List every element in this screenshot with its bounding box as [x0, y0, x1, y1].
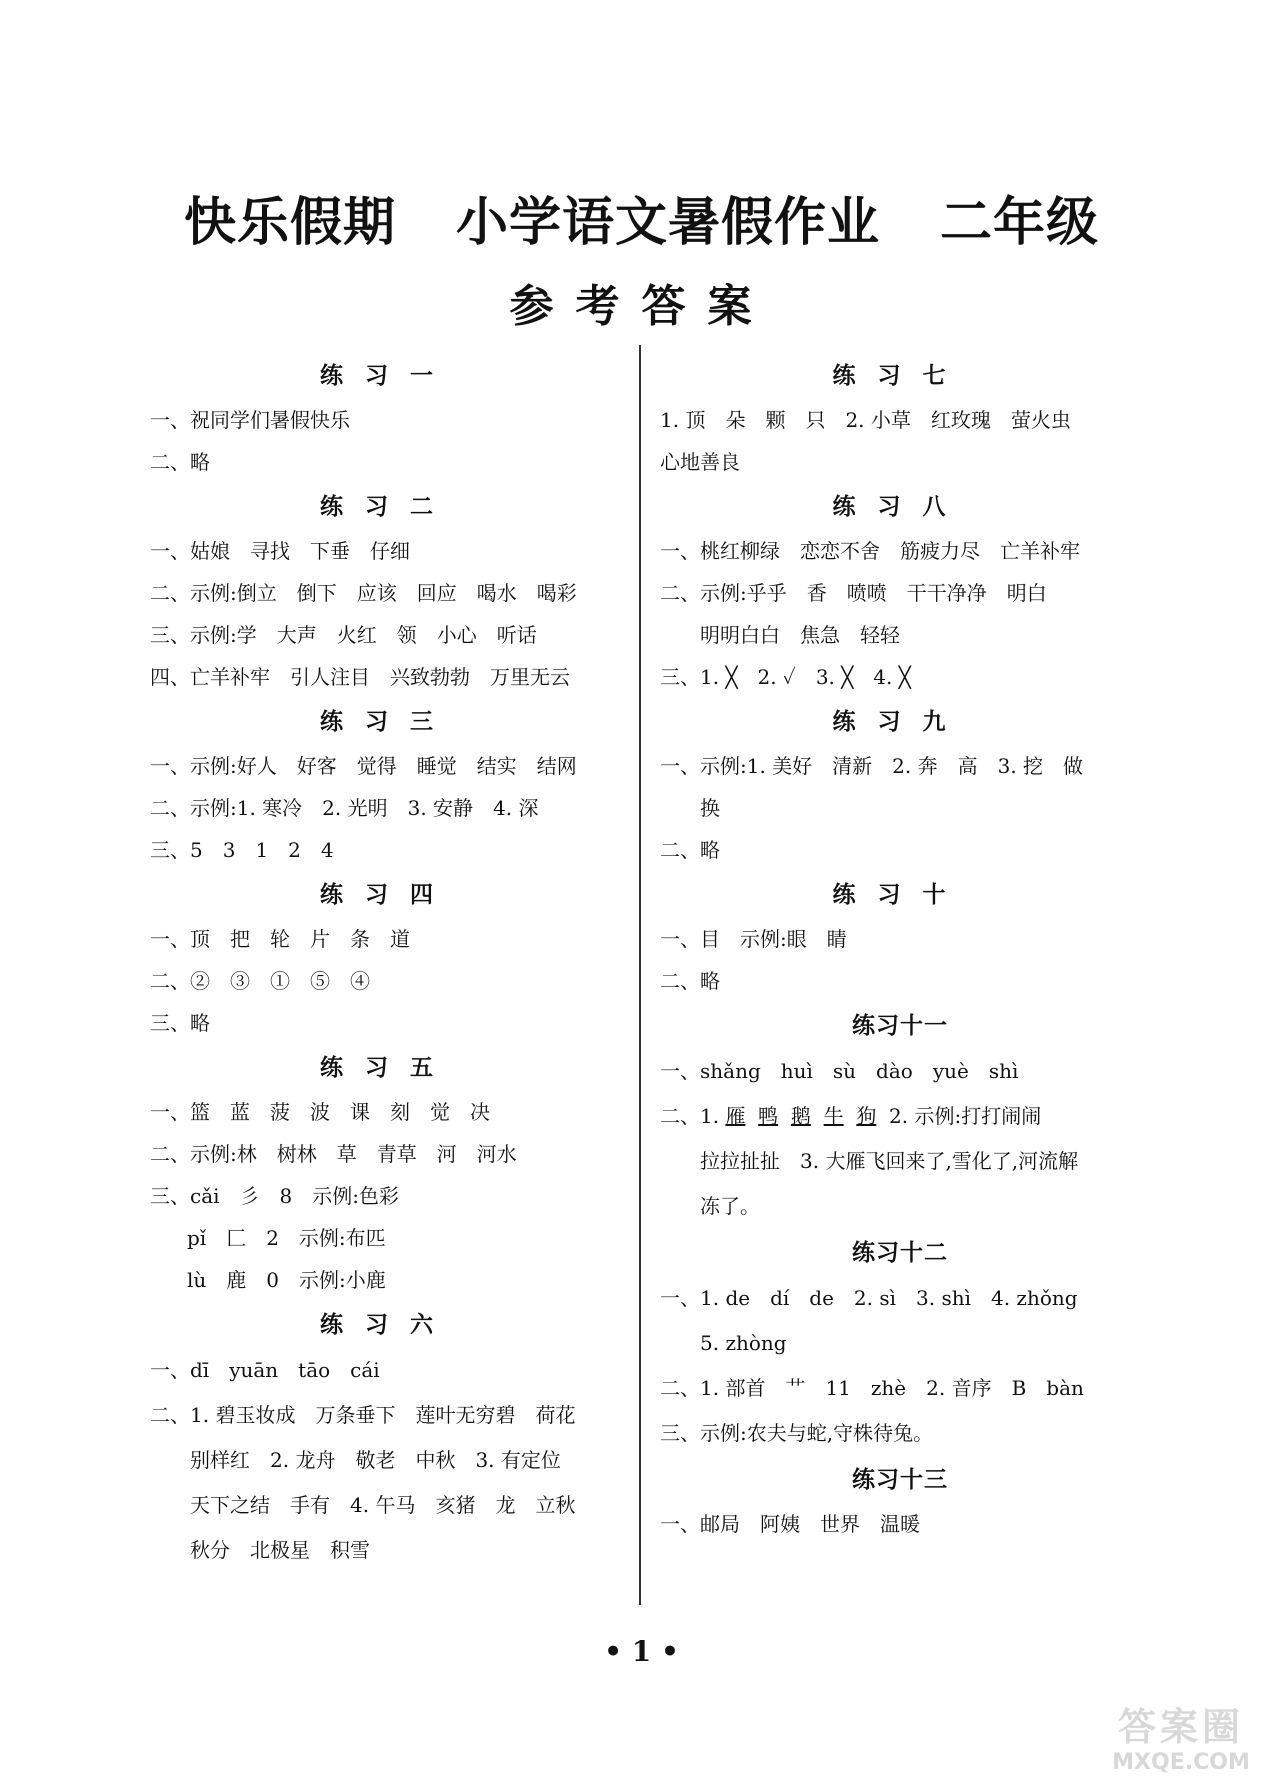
section-title: 练习十二	[852, 1239, 948, 1266]
answer-line	[660, 1094, 1140, 1139]
answer-line: 明明白白 焦急 轻轻	[700, 623, 900, 647]
answer-suffix: 2. 示例:打打闹闹	[889, 1104, 1042, 1128]
answer-line: 三、示例:学 大声 火红 领 小心 听话	[150, 623, 537, 647]
watermark-text: 答案圈	[1117, 1705, 1244, 1749]
section-title: 练习十	[832, 881, 968, 908]
answer-line: 一、桃红柳绿 恋恋不舍 筋疲力尽 亡羊补牢	[660, 539, 1080, 563]
answer-line: 二、示例:1. 寒冷 2. 光明 3. 安静 4. 深	[150, 796, 539, 820]
page-subtitle: 参考答案	[509, 281, 774, 332]
answer-line: 拉拉扯扯 3. 大雁飞回来了,雪化了,河流解	[700, 1149, 1079, 1173]
answer-line: 换	[700, 796, 720, 820]
answer-line: 一、篮 蓝 菠 波 课 刻 觉 决	[150, 1100, 490, 1124]
answer-line: 二、② ③ ① ⑤ ④	[150, 969, 370, 993]
section-title: 练习四	[320, 881, 455, 908]
section-title: 练习十一	[852, 1012, 948, 1039]
section-title: 练习八	[832, 493, 968, 520]
right-column	[660, 352, 1140, 1545]
answer-line: lù 鹿 0 示例:小鹿	[187, 1268, 386, 1292]
answer-line: 心地善良	[660, 450, 740, 474]
answer-line: 二、略	[660, 838, 720, 862]
column-divider	[639, 345, 641, 1605]
answer-line: 一、示例:好人 好客 觉得 睡觉 结实 结网	[150, 754, 577, 778]
title-part-1: 快乐假期	[183, 192, 396, 253]
answer-line: 四、亡羊补牢 引人注目 兴致勃勃 万里无云	[150, 665, 570, 689]
answer-line: 一、目 示例:眼 睛	[660, 927, 847, 951]
answer-line: 秋分 北极星 积雪	[190, 1538, 370, 1562]
underlined-char: 狗	[856, 1104, 877, 1128]
page-title	[0, 180, 1283, 255]
answer-line: 一、祝同学们暑假快乐	[150, 408, 350, 432]
answer-line: 别样红 2. 龙舟 敬老 中秋 3. 有定位	[190, 1448, 561, 1472]
answer-line: 一、顶 把 轮 片 条 道	[150, 927, 410, 951]
answer-line: 一、dī yuān tāo cái	[150, 1358, 380, 1382]
underlined-char: 雁	[725, 1104, 746, 1128]
answer-line: 二、1. 部首 艹 11 zhè 2. 音序 B bàn	[660, 1376, 1084, 1400]
underlined-char: 牛	[823, 1104, 844, 1128]
title-part-2: 小学语文暑假作业	[455, 192, 880, 253]
underlined-char: 鹅	[790, 1104, 811, 1128]
answer-line: 一、示例:1. 美好 清新 2. 奔 高 3. 挖 做	[660, 754, 1084, 778]
section-title: 练习二	[320, 493, 455, 520]
answer-line: 三、5 3 1 2 4	[150, 838, 334, 862]
answer-line: 一、邮局 阿姨 世界 温暖	[660, 1512, 920, 1536]
answer-line: 二、示例:林 树林 草 青草 河 河水	[150, 1142, 517, 1166]
page-number: • 1 •	[604, 1635, 679, 1668]
section-title: 练习一	[320, 362, 455, 389]
answer-line: 冻了。	[700, 1194, 760, 1218]
answer-line: 一、姑娘 寻找 下垂 仔细	[150, 539, 410, 563]
answer-line: 一、shǎng huì sù dào yuè shì	[660, 1059, 1019, 1083]
section-title: 练习七	[832, 362, 968, 389]
answer-prefix: 二、1.	[660, 1104, 720, 1128]
section-title: 练习十三	[852, 1466, 948, 1493]
answer-line: 二、1. 碧玉妆成 万条垂下 莲叶无穷碧 荷花	[150, 1403, 576, 1427]
watermark-logo	[1091, 1704, 1271, 1784]
left-column	[150, 352, 625, 1573]
answer-line: 二、示例:倒立 倒下 应该 回应 喝水 喝彩	[150, 581, 577, 605]
underlined-char: 鸭	[758, 1104, 779, 1128]
section-title: 练习五	[320, 1054, 455, 1081]
section-title: 练习三	[320, 708, 455, 735]
section-title: 练习六	[320, 1311, 455, 1338]
answer-line: 三、1. ╳ 2. ✓ 3. ╳ 4. ╳	[660, 665, 911, 689]
watermark-url: MXQE.COM	[1112, 1750, 1250, 1775]
answer-line: 一、1. de dí de 2. sì 3. shì 4. zhǒng	[660, 1286, 1078, 1310]
answer-line: 二、示例:乎乎 香 喷喷 干干净净 明白	[660, 581, 1047, 605]
answer-line: 二、略	[660, 969, 720, 993]
answer-line: 三、略	[150, 1011, 210, 1035]
answer-line: pǐ 匚 2 示例:布匹	[187, 1226, 386, 1250]
title-part-3: 二年级	[940, 192, 1100, 253]
answer-line: 天下之结 手有 4. 午马 亥猪 龙 立秋	[190, 1493, 576, 1517]
answer-line: 二、略	[150, 450, 210, 474]
answer-line: 1. 顶 朵 颗 只 2. 小草 红玫瑰 萤火虫	[660, 408, 1071, 432]
answer-line: 三、示例:农夫与蛇,守株待兔。	[660, 1421, 934, 1445]
section-title: 练习九	[832, 708, 968, 735]
answer-line: 三、cǎi 彡 8 示例:色彩	[150, 1184, 399, 1208]
answer-line: 5. zhòng	[700, 1331, 787, 1355]
